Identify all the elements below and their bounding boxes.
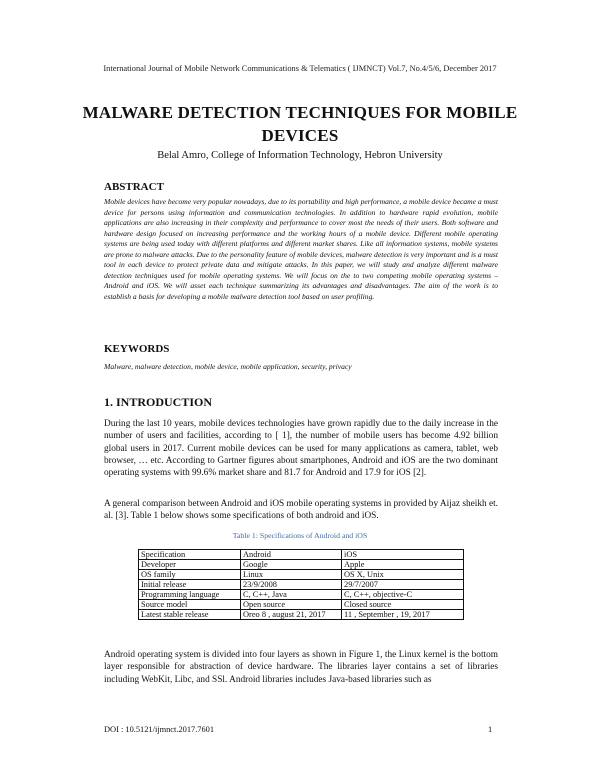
table-cell: Source model xyxy=(139,600,241,610)
table-cell: Oreo 8 , august 21, 2017 xyxy=(241,610,342,620)
intro-paragraph-1: During the last 10 years, mobile devices technologies have grown rapidly due to the daily increase in the number of users and facilities, according to [ 1], the number of mobile users has become 4.92 billion global users in 2017. Current mobile devices can be used for many applications as camera, tablet, web browser, … etc. According to Gartner figures about smartphones, Android and iOS are the two dominant operating systems with 99.6% market share and 81.7 for Android and 17.9 for iOS [2]. xyxy=(104,419,498,479)
table-row xyxy=(139,580,464,590)
introduction-heading: 1. INTRODUCTION xyxy=(104,395,213,409)
paper-title: MALWARE DETECTION TECHNIQUES FOR MOBILE DEVICES xyxy=(82,103,518,145)
table-cell: Programming language xyxy=(139,590,241,600)
journal-header: International Journal of Mobile Network Communications & Telematics ( IJMNCT) Vol.7, No.4/5/6, December 2017 xyxy=(103,64,497,73)
table-row xyxy=(139,610,464,620)
intro-paragraph-2: A general comparison between Android and iOS mobile operating systems in provided by Aijaz sheikh et. al. [3]. Table 1 below shows some specifications of both android and iOS. xyxy=(104,499,499,522)
table-cell: Linux xyxy=(241,570,342,580)
author-line: Belal Amro, College of Information Technology, Hebron University xyxy=(157,150,443,161)
table-row xyxy=(139,560,464,570)
table-cell: Android xyxy=(241,550,342,560)
table-cell: Closed source xyxy=(342,600,464,610)
table-row xyxy=(139,550,464,560)
table-cell: C, C++, objective-C xyxy=(342,590,464,600)
abstract-text: Mobile devices have become very popular nowadays, due to its portability and high performance, a mobile device became a must device for persons using information and communication technologies. In addition to hardware rapid evolution, mobile applications are also increasing in their complexity and performance to cover most the needs of their users. Both software and hardware design focused on increasing performance and the working hours of a mobile device. Different mobile operating systems are being used today with different platforms and different market shares. Like all information systems, mobile systems are prone to malware attacks. Due to the personality feature of mobile devices, malware detection is very important and is a must tool in each device to protect private data and mitigate attacks. In this paper, we will study and analyze different malware detection techniques used for mobile operating systems. We will focus on the to two competing mobile operating systems – Android and iOS. We will asset each technique summarizing its advantages and disadvantages. The aim of the work is to establish a basis for developing a mobile malware detection tool based on user profiling. xyxy=(104,197,498,301)
table-cell: Latest stable release xyxy=(139,610,241,620)
table-cell: 23/9/2008 xyxy=(241,580,342,590)
table-row xyxy=(139,600,464,610)
table-cell: Google xyxy=(241,560,342,570)
keywords-text: Malware, malware detection, mobile device, mobile application, security, privacy xyxy=(104,362,352,371)
page-number: 1 xyxy=(488,725,493,734)
table-cell: Apple xyxy=(342,560,464,570)
table-cell: iOS xyxy=(342,550,464,560)
table-cell: OS family xyxy=(139,570,241,580)
keywords-heading: KEYWORDS xyxy=(104,343,170,355)
table-cell: OS X, Unix xyxy=(342,570,464,580)
intro-paragraph-3: Android operating system is divided into four layers as shown in Figure 1, the Linux kernel is the bottom layer responsible for abstraction of device hardware. The libraries layer contains a set of libraries including WebKit, Libc, and SSl. Android libraries includes Java-based libraries such as xyxy=(104,650,498,685)
table-cell: C, C++, Java xyxy=(241,590,342,600)
table-caption: Table 1: Specifications of Android and iOS xyxy=(232,531,368,540)
table-cell: Initial release xyxy=(139,580,241,590)
table-cell: Developer xyxy=(139,560,241,570)
table-cell: Open source xyxy=(241,600,342,610)
table-cell: 11 , September , 19, 2017 xyxy=(342,610,464,620)
doi-footer: DOI : 10.5121/ijmnct.2017.7601 xyxy=(104,725,215,734)
table-cell: Specification xyxy=(139,550,241,560)
table-cell: 29/7/2007 xyxy=(342,580,464,590)
abstract-heading: ABSTRACT xyxy=(104,181,164,193)
specifications-table xyxy=(138,549,464,620)
table-row xyxy=(139,570,464,580)
table-row xyxy=(139,590,464,600)
